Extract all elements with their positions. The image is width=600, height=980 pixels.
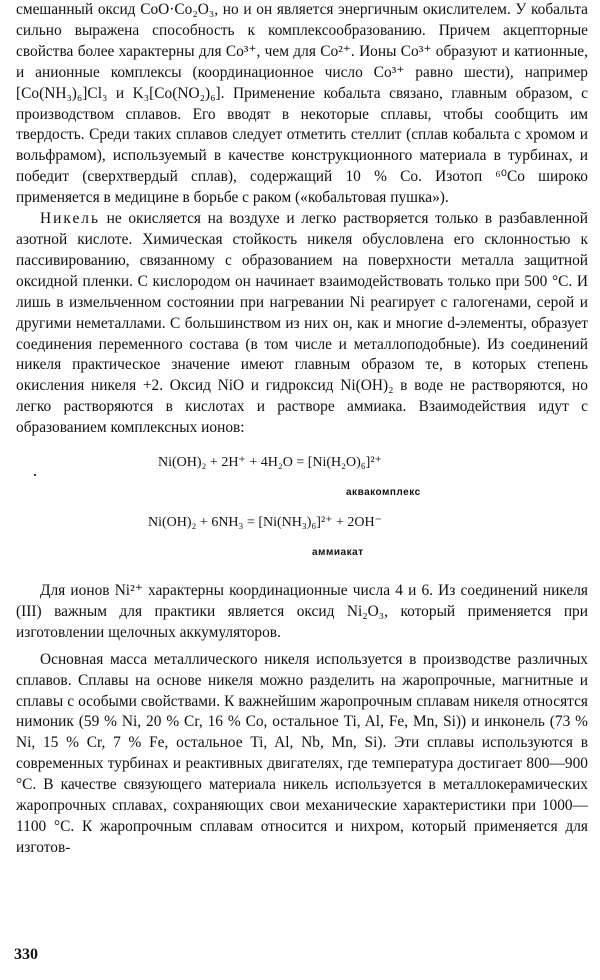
equation-aquacomplex-label: аквакомплекс (346, 487, 421, 499)
equation-ammine-label: аммиакат (312, 547, 364, 559)
equations-block (16, 445, 588, 573)
paragraph-cobalt: смешанный оксид CoO·Co₂O₃, но и он является энергичным окислителем. У кобальта сильно выражена способность к комплексообразованию. Причем акцепторные свойства более характерны для Co³⁺, чем для Co²⁺. Ионы Co³⁺ образуют и катионные, и анионные комплексы (координационное число Co³⁺ равно шести), например [Co(NH₃)₆]Cl₃ и K₃[Co(NO₂)₆]. Применение кобальта связано, главным образом, с производством сплавов. Его вводят в некоторые сплавы, чтобы сообщить им твердость. Среди таких сплавов следует отметить стеллит (сплав кобальта с хромом и вольфрамом), используемый в качестве конструкционного материала в турбинах, и победит (сверхтвердый сплав), содержащий 10 % Co. Изотоп ⁶⁰Co широко применяется в медицине в борьбе с раком («кобальтовая пушка»). (16, 1, 588, 207)
equation-ammine: Ni(OH)₂ + 6NH₃ = [Ni(NH₃)₆]²⁺ + 2OH⁻ (148, 515, 383, 531)
equation-aquacomplex: Ni(OH)₂ + 2H⁺ + 4H₂O = [Ni(H₂O)₆]²⁺ (158, 455, 382, 471)
stray-dot: · (32, 465, 38, 486)
nickel-emphasis: Никель (40, 210, 100, 228)
paragraph-ions: Для ионов Ni²⁺ характерны координационные числа 4 и 6. Из соединений никеля (III) важным для практики является оксид Ni₂O₃, который применяется при изготовлении щелочных аккумуляторов. (16, 582, 588, 641)
document-body (16, 0, 588, 859)
paragraph-nickel (16, 209, 588, 439)
paragraph-alloys: Основная масса металлического никеля используется в производстве различных сплавов. Сплавы на основе никеля можно разделить на жаропрочные, магнитные и сплавы с особыми свойствами. К важнейшим жаропрочным сплавам никеля относятся нимоник (59 % Ni, 20 % Cr, 16 % Co, остальное Ti, Al, Fe, Mn, Si)) и инконель (73 % Ni, 15 % Cr, 7 % Fe, остальное Ti, Al, Nb, Mn, Si). Эти сплавы используются в современных турбинах и реактивных двигателях, где температура достигает 800—900 °C. В качестве связующего материала никель используется в металлокерамических жаропрочных сплавах, сохраняющих свои механические характеристики при 1000—1100 °C. К жаропрочным сплавам относится и нихром, который применяется для изготов- (16, 650, 588, 856)
page-number: 330 (14, 946, 38, 963)
paragraph-nickel-text: не окисляется на воздухе и легко растворяется только в разбавленной азотной кислоте. Химическая стойкость никеля обусловлена его склонностью к пассивированию, связанному с образованием на поверхности металла защитной оксидной пленки. С кислородом он начинает взаимодействовать только при 500 °C. И лишь в измельченном состоянии при нагревании Ni реагирует с галогенами, серой и другими неметаллами. С большинством из них он, как и многие d-элементы, образует соединения переменного состава (в том числе и металлоподобные). Из соединений никеля практическое значение имеют главным образом те, в которых степень окисления никеля +2. Оксид NiO и гидроксид Ni(OH)₂ в воде не растворяются, но легко растворяются в кислотах и растворе аммиака. Взаимодействия идут с образованием комплексных ионов: (16, 210, 588, 437)
